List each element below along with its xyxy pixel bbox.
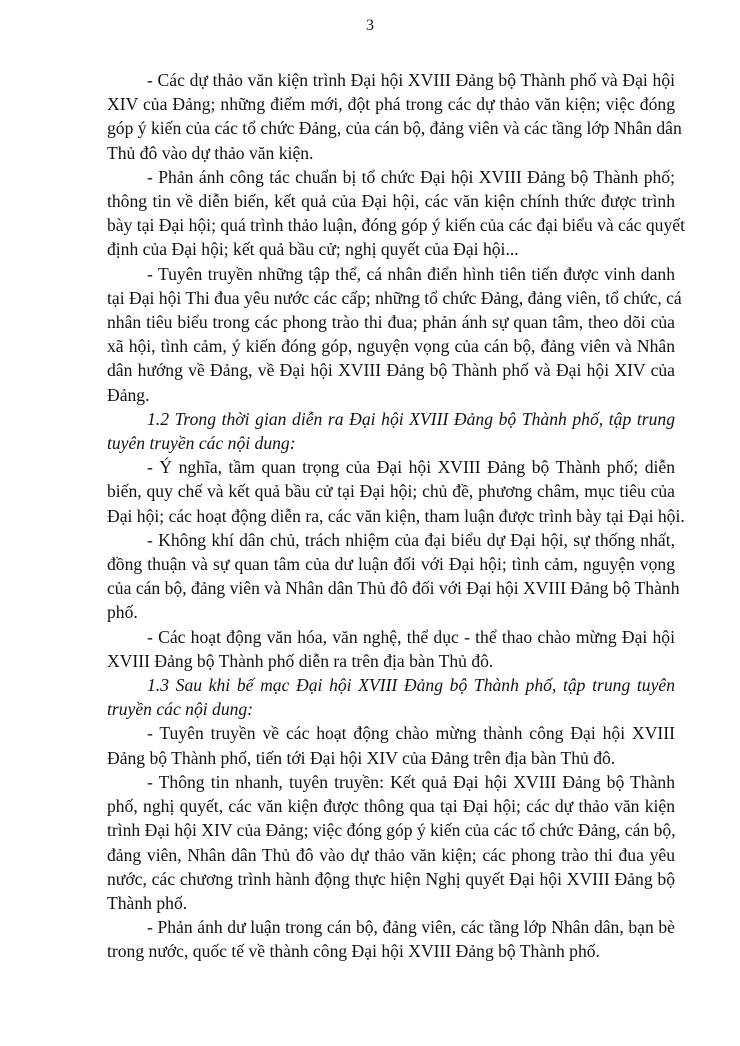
paragraph	[107, 625, 675, 673]
text-line: phố.	[107, 602, 138, 623]
paragraph	[107, 915, 675, 963]
paragraph	[107, 721, 675, 769]
text-line: - Tuyên truyền về các hoạt động chào mừng thành công Đại hội XVIII	[147, 723, 675, 744]
text-line: Đảng.	[107, 384, 150, 405]
paragraph	[107, 528, 680, 625]
text-line: định của Đại hội; kết quả bầu cử; nghị quyết của Đại hội...	[107, 239, 519, 260]
text-line: của cán bộ, đảng viên và Nhân dân Thủ đô đối với Đại hội XVIII Đảng bộ Thành	[107, 578, 680, 599]
text-line: Đại hội; các hoạt động diễn ra, các văn kiện, tham luận được trình bày tại Đại hội.	[107, 505, 685, 526]
text-line: bày tại Đại hội; quá trình thảo luận, đóng góp ý kiến của các đại biểu và các quyết	[107, 215, 685, 236]
text-line: - Thông tin nhanh, tuyên truyền: Kết quả Đại hội XVIII Đảng bộ Thành	[147, 771, 675, 792]
text-line: 1.2 Trong thời gian diễn ra Đại hội XVIII Đảng bộ Thành phố, tập trung	[147, 408, 675, 429]
text-line: Đảng bộ Thành phố, tiến tới Đại hội XIV của Đảng trên địa bàn Thủ đô.	[107, 747, 616, 768]
text-line: - Phản ánh công tác chuẩn bị tổ chức Đại hội XVIII Đảng bộ Thành phố;	[147, 166, 675, 187]
text-line: xã hội, tình cảm, ý kiến đóng góp, nguyện vọng của cán bộ, đảng viên và Nhân	[107, 336, 675, 357]
paragraph	[107, 262, 682, 407]
text-line: nhân tiêu biểu trong các phong trào thi đua; phản ánh sự quan tâm, theo dõi của	[107, 312, 675, 333]
text-line: góp ý kiến của các tổ chức Đảng, của cán bộ, đảng viên và các tầng lớp Nhân dân	[107, 118, 682, 139]
text-line: tại Đại hội Thi đua yêu nước các cấp; những tổ chức Đảng, đảng viên, tổ chức, cá	[107, 287, 682, 308]
section-heading	[107, 407, 675, 455]
text-line: XIV của Đảng; những điểm mới, đột phá trong các dự thảo văn kiện; việc đóng	[107, 94, 675, 115]
page-number: 3	[366, 17, 374, 34]
document-body	[107, 68, 685, 964]
text-line: dân hướng về Đảng, về Đại hội XVIII Đảng bộ Thành phố và Đại hội XIV của	[107, 360, 675, 381]
text-line: - Tuyên truyền những tập thể, cá nhân điển hình tiên tiến được vinh danh	[147, 263, 675, 284]
text-line: trình Đại hội XIV của Đảng; việc đóng góp ý kiến của các tổ chức Đảng, cán bộ,	[107, 820, 676, 841]
text-line: tuyên truyền các nội dung:	[107, 433, 296, 454]
paragraph	[107, 770, 675, 915]
paragraph	[107, 68, 682, 165]
text-line: đồng thuận và sự quan tâm của dư luận đối với Đại hội; tình cảm, nguyện vọng	[107, 554, 675, 575]
text-line: - Phản ánh dư luận trong cán bộ, đảng viên, các tầng lớp Nhân dân, bạn bè	[147, 917, 675, 938]
section-heading	[107, 673, 675, 721]
text-line: đảng viên, Nhân dân Thủ đô vào dự thảo văn kiện; các phong trào thi đua yêu	[107, 844, 675, 865]
text-line: - Các hoạt động văn hóa, văn nghệ, thể dục - thể thao chào mừng Đại hội	[147, 626, 675, 647]
text-line: - Không khí dân chủ, trách nhiệm của đại biểu dự Đại hội, sự thống nhất,	[147, 529, 675, 550]
paragraph	[107, 455, 685, 528]
text-line: Thủ đô vào dự thảo văn kiện.	[107, 142, 314, 163]
text-line: - Ý nghĩa, tầm quan trọng của Đại hội XVIII Đảng bộ Thành phố; diễn	[147, 457, 675, 478]
text-line: nước, các chương trình hành động thực hiện Nghị quyết Đại hội XVIII Đảng bộ	[107, 868, 675, 889]
text-line: - Các dự thảo văn kiện trình Đại hội XVIII Đảng bộ Thành phố và Đại hội	[147, 70, 675, 90]
paragraph	[107, 165, 685, 262]
text-line: thông tin về diễn biến, kết quả của Đại hội, các văn kiện chính thức được trình	[107, 191, 675, 212]
text-line: XVIII Đảng bộ Thành phố diễn ra trên địa bàn Thủ đô.	[107, 650, 494, 671]
text-line: Thành phố.	[107, 892, 188, 913]
text-line: biến, quy chế và kết quả bầu cử tại Đại hội; chủ đề, phương châm, mục tiêu của	[107, 481, 675, 502]
text-line: truyền các nội dung:	[107, 699, 254, 720]
text-line: trong nước, quốc tế về thành công Đại hội XVIII Đảng bộ Thành phố.	[107, 941, 600, 962]
text-line: 1.3 Sau khi bế mạc Đại hội XVIII Đảng bộ Thành phố, tập trung tuyên	[147, 675, 675, 696]
text-line: phố, nghị quyết, các văn kiện được thông qua tại Đại hội; các dự thảo văn kiện	[107, 796, 675, 817]
